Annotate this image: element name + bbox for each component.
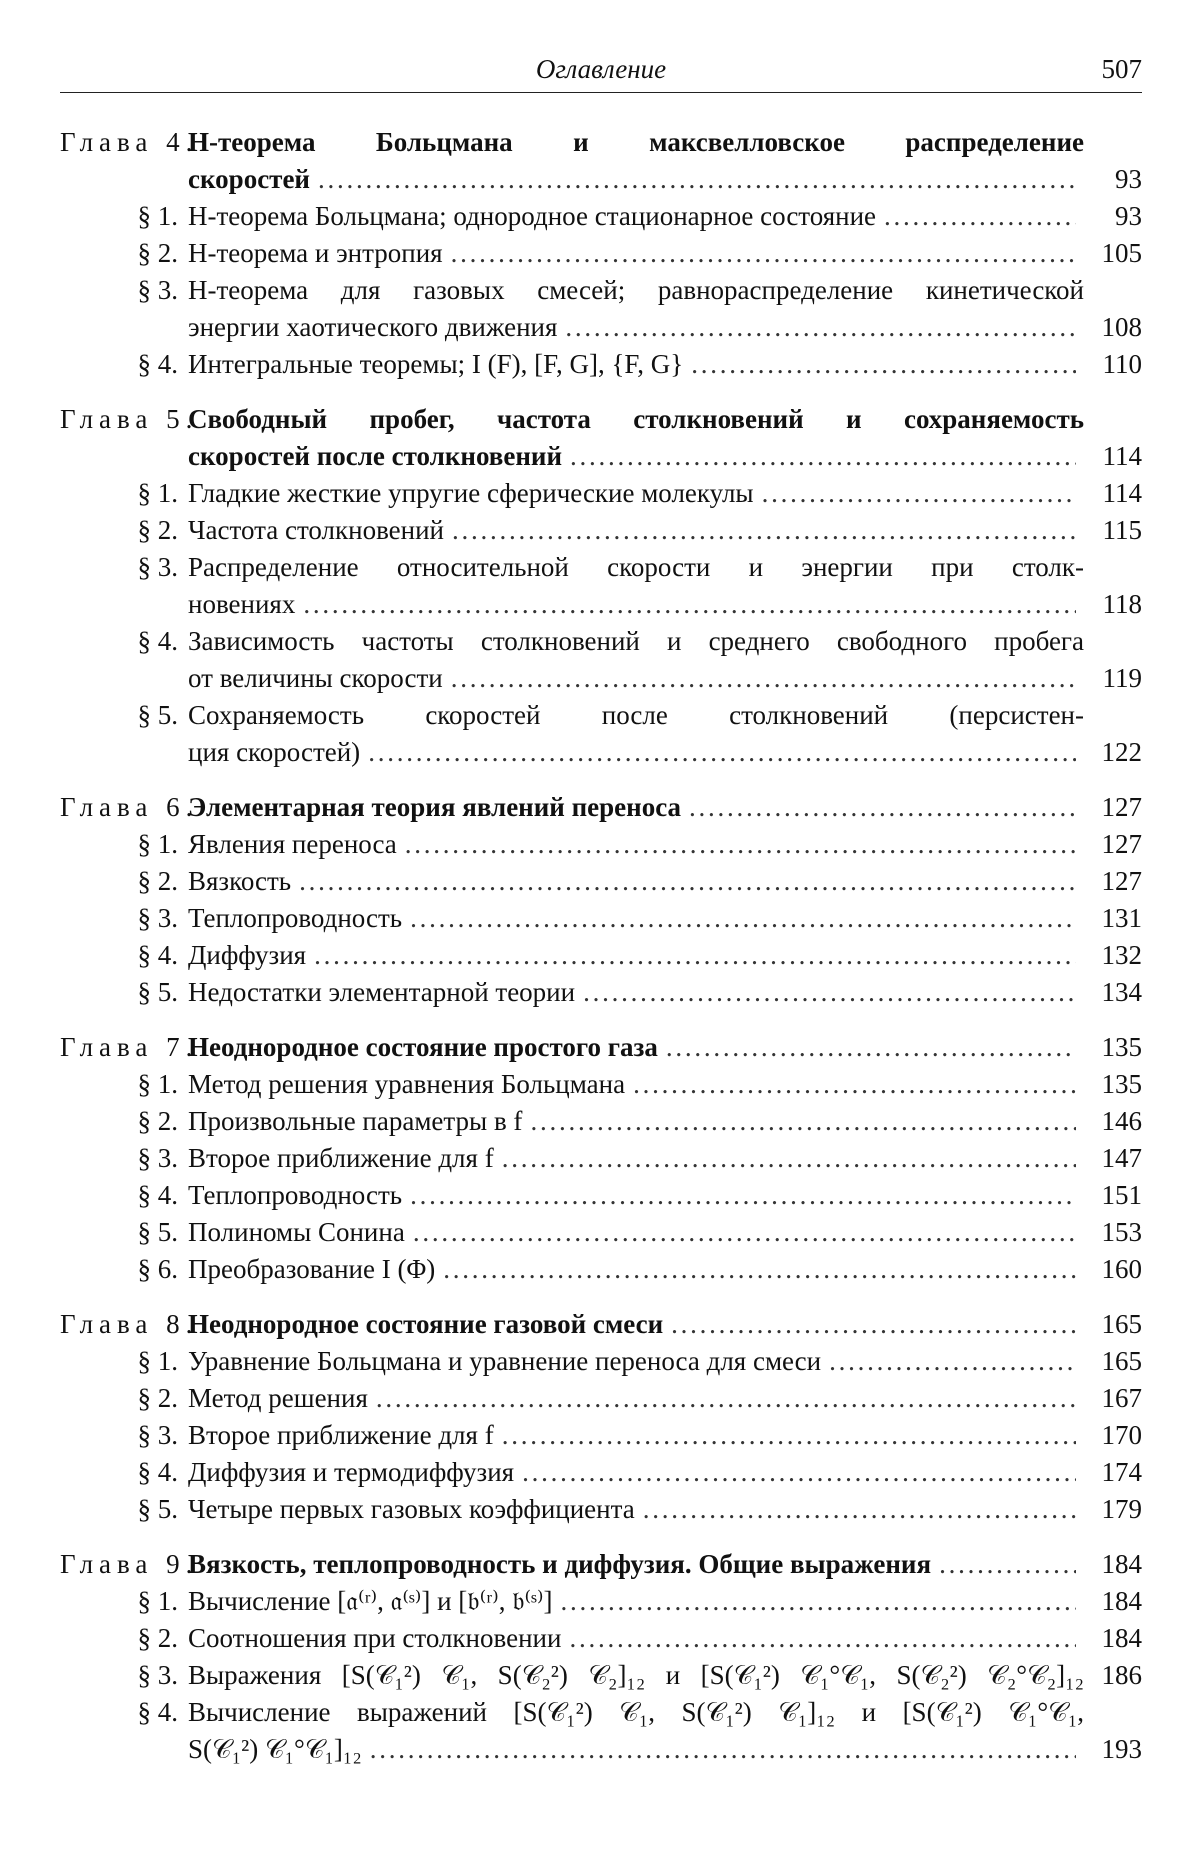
- section-entry: [60, 937, 1142, 974]
- section-page: 132: [1101, 940, 1142, 970]
- chapter-title: Элементарная теория явлений переноса: [188, 792, 682, 822]
- dot-leader: [671, 1306, 1076, 1343]
- section-title: H-теорема Больцмана; однородное стационарное состояние: [188, 201, 877, 231]
- dot-leader: [530, 1103, 1076, 1140]
- section-label: § 1.: [137, 1586, 178, 1616]
- section-title: Диффузия: [188, 940, 307, 970]
- chapter-page: 165: [1101, 1309, 1142, 1339]
- section-page: 174: [1101, 1457, 1142, 1487]
- section-page: 184: [1101, 1623, 1142, 1653]
- chapter-title-cont: скоростей после столкновений: [188, 441, 563, 471]
- section-title: H-теорема для газовых смесей; равнораспределение кинетической: [188, 275, 1084, 305]
- section-page: 131: [1101, 903, 1142, 933]
- section-title-cont: от величины скорости: [188, 663, 443, 693]
- section-label: § 1.: [137, 1069, 178, 1099]
- section-entry: [60, 1214, 1142, 1251]
- section-entry: [60, 1620, 1142, 1657]
- section-title: Полиномы Сонина: [188, 1217, 405, 1247]
- section-title: Преобразование I (Φ): [188, 1254, 436, 1284]
- section-entry: [60, 198, 1142, 235]
- chapter-9: [60, 1546, 1142, 1768]
- section-label: § 3.: [137, 1660, 178, 1690]
- section-entry: [60, 235, 1142, 272]
- section-label: § 5.: [137, 700, 178, 730]
- chapter-heading: [60, 1546, 1142, 1583]
- section-entry: [60, 475, 1142, 512]
- section-page: 153: [1101, 1217, 1142, 1247]
- section-title: Соотношения при столкновении: [188, 1623, 562, 1653]
- section-entry: [60, 272, 1142, 346]
- section-title: Выражения [S(𝒞₁²) 𝒞₁, S(𝒞₂²) 𝒞₂]₁₂ и [S(𝒞₁²) 𝒞₁°𝒞₁, S(𝒞₂²) 𝒞₂°𝒞₂]₁₂: [188, 1660, 1084, 1690]
- section-page: 186: [1101, 1660, 1142, 1690]
- section-entry: [60, 974, 1142, 1011]
- chapter-heading: [60, 401, 1142, 475]
- section-entry: [60, 1251, 1142, 1288]
- section-label: § 3.: [137, 275, 178, 305]
- section-title: Уравнение Больцмана и уравнение переноса для смеси: [188, 1346, 822, 1376]
- dot-leader: [368, 734, 1076, 771]
- section-page: 151: [1101, 1180, 1142, 1210]
- section-entry: [60, 1417, 1142, 1454]
- header-rule: [60, 92, 1142, 93]
- section-label: § 2.: [137, 238, 178, 268]
- dot-leader: [689, 789, 1076, 826]
- section-entry: [60, 826, 1142, 863]
- section-label: § 4.: [137, 1180, 178, 1210]
- section-entry: [60, 1454, 1142, 1491]
- chapter-title: Неоднородное состояние простого газа: [188, 1032, 658, 1062]
- section-page: 146: [1101, 1106, 1142, 1136]
- chapter-label: Глава 8.: [60, 1309, 199, 1339]
- section-title: Теплопроводность: [188, 1180, 403, 1210]
- dot-leader: [314, 937, 1076, 974]
- section-title: Интегральные теоремы; I (F), [F, G], {F, G}: [188, 349, 684, 379]
- dot-leader: [452, 512, 1076, 549]
- table-of-contents: [60, 124, 1142, 1786]
- section-entry: [60, 1343, 1142, 1380]
- section-title: Четыре первых газовых коэффициента: [188, 1494, 635, 1524]
- section-title-cont: энергии хаотического движения: [188, 312, 558, 342]
- dot-leader: [569, 1620, 1076, 1657]
- section-label: § 6.: [137, 1254, 178, 1284]
- dot-leader: [643, 1491, 1076, 1528]
- section-title: Метод решения: [188, 1383, 368, 1413]
- section-title: Сохраняемость скоростей после столкновений (персистен-: [188, 700, 1084, 730]
- section-label: § 2.: [137, 1383, 178, 1413]
- chapter-title-cont: скоростей: [188, 164, 310, 194]
- chapter-heading: [60, 124, 1142, 198]
- section-title-cont: новениях: [188, 589, 296, 619]
- section-page: 135: [1101, 1069, 1142, 1099]
- section-label: § 4.: [137, 626, 178, 656]
- section-title: Вычисление [𝔞⁽ʳ⁾, 𝔞⁽ˢ⁾] и [𝔟⁽ʳ⁾, 𝔟⁽ˢ⁾]: [188, 1586, 553, 1616]
- chapter-page: 93: [1115, 164, 1142, 194]
- chapter-page: 184: [1101, 1549, 1142, 1579]
- dot-leader: [522, 1454, 1076, 1491]
- chapter-title: Свободный пробег, частота столкновений и сохраняемость: [188, 404, 1084, 434]
- dot-leader: [443, 1251, 1076, 1288]
- section-entry: [60, 1177, 1142, 1214]
- section-title: Распределение относительной скорости и энергии при столк-: [188, 552, 1084, 582]
- section-label: § 3.: [137, 903, 178, 933]
- dot-leader: [451, 660, 1076, 697]
- section-page: 119: [1102, 663, 1142, 693]
- section-page: 134: [1101, 977, 1142, 1007]
- chapter-title: Вязкость, теплопроводность и диффузия. Общие выражения: [188, 1549, 932, 1579]
- section-page: 122: [1101, 737, 1142, 767]
- section-title-cont: S(𝒞₁²) 𝒞₁°𝒞₁]₁₂: [188, 1734, 362, 1764]
- section-title-cont: ция скоростей): [188, 737, 361, 767]
- chapter-title: Неоднородное состояние газовой смеси: [188, 1309, 664, 1339]
- section-entry: [60, 623, 1142, 697]
- chapter-heading: [60, 1029, 1142, 1066]
- section-title: H-теорема и энтропия: [188, 238, 443, 268]
- chapter-6: [60, 789, 1142, 1011]
- section-title: Теплопроводность: [188, 903, 403, 933]
- section-entry: [60, 1380, 1142, 1417]
- chapter-page: 135: [1101, 1032, 1142, 1062]
- section-label: § 3.: [137, 1143, 178, 1173]
- section-entry: [60, 1140, 1142, 1177]
- dot-leader: [370, 1731, 1076, 1768]
- dot-leader: [376, 1380, 1076, 1417]
- section-title: Недостатки элементарной теории: [188, 977, 576, 1007]
- section-label: § 2.: [137, 866, 178, 896]
- chapter-heading: [60, 789, 1142, 826]
- dot-leader: [666, 1029, 1076, 1066]
- dot-leader: [633, 1066, 1076, 1103]
- dot-leader: [762, 475, 1076, 512]
- section-title: Вычисление выражений [S(𝒞₁²) 𝒞₁, S(𝒞₁²) 𝒞₁]₁₂ и [S(𝒞₁²) 𝒞₁°𝒞₁,: [188, 1697, 1084, 1727]
- chapter-label: Глава 7.: [60, 1032, 199, 1062]
- section-label: § 4.: [137, 940, 178, 970]
- section-title: Второе приближение для f: [188, 1420, 494, 1450]
- section-label: § 2.: [137, 1106, 178, 1136]
- dot-leader: [451, 235, 1076, 272]
- dot-leader: [570, 438, 1076, 475]
- section-entry: [60, 863, 1142, 900]
- section-page: 105: [1101, 238, 1142, 268]
- section-page: 93: [1115, 201, 1142, 231]
- section-entry: [60, 549, 1142, 623]
- section-entry: [60, 1657, 1142, 1694]
- section-entry: [60, 697, 1142, 771]
- running-title: Оглавление: [535, 54, 667, 84]
- dot-leader: [583, 974, 1076, 1011]
- dot-leader: [502, 1140, 1076, 1177]
- section-page: 114: [1102, 478, 1142, 508]
- section-page: 118: [1102, 589, 1142, 619]
- dot-leader: [939, 1546, 1076, 1583]
- chapter-label: Глава 6.: [60, 792, 199, 822]
- section-label: § 5.: [137, 1494, 178, 1524]
- section-title: Явления переноса: [188, 829, 397, 859]
- section-page: 160: [1101, 1254, 1142, 1284]
- section-page: 147: [1101, 1143, 1142, 1173]
- dot-leader: [502, 1417, 1076, 1454]
- chapter-page: 114: [1102, 441, 1142, 471]
- section-page: 115: [1102, 515, 1142, 545]
- section-entry: [60, 1694, 1142, 1768]
- dot-leader: [410, 1177, 1076, 1214]
- section-entry: [60, 512, 1142, 549]
- section-entry: [60, 1103, 1142, 1140]
- running-head: [60, 48, 1142, 102]
- section-title: Частота столкновений: [188, 515, 444, 545]
- section-page: 179: [1101, 1494, 1142, 1524]
- section-page: 127: [1101, 829, 1142, 859]
- section-title: Зависимость частоты столкновений и среднего свободного пробега: [188, 626, 1084, 656]
- page-number: 507: [1101, 54, 1142, 84]
- chapter-5: [60, 401, 1142, 771]
- section-label: § 2.: [137, 1623, 178, 1653]
- section-page: 108: [1101, 312, 1142, 342]
- section-label: § 3.: [137, 1420, 178, 1450]
- chapter-page: 127: [1101, 792, 1142, 822]
- chapter-title: H-теорема Больцмана и максвелловское распределение: [188, 127, 1084, 157]
- chapter-7: [60, 1029, 1142, 1288]
- section-title: Второе приближение для f: [188, 1143, 494, 1173]
- dot-leader: [318, 161, 1076, 198]
- chapter-4: [60, 124, 1142, 383]
- section-page: 167: [1101, 1383, 1142, 1413]
- section-label: § 4.: [137, 1457, 178, 1487]
- section-page: 193: [1101, 1734, 1142, 1764]
- dot-leader: [405, 826, 1076, 863]
- section-page: 110: [1102, 349, 1142, 379]
- chapter-heading: [60, 1306, 1142, 1343]
- section-title: Гладкие жесткие упругие сферические молекулы: [188, 478, 754, 508]
- section-page: 170: [1101, 1420, 1142, 1450]
- section-label: § 1.: [137, 1346, 178, 1376]
- chapter-label: Глава 4.: [60, 127, 199, 157]
- section-page: 165: [1101, 1346, 1142, 1376]
- section-title: Вязкость: [188, 866, 292, 896]
- section-entry: [60, 1583, 1142, 1620]
- section-label: § 4.: [137, 1697, 178, 1727]
- section-entry: [60, 1066, 1142, 1103]
- dot-leader: [565, 309, 1076, 346]
- chapter-label: Глава 5.: [60, 404, 199, 434]
- section-title: Метод решения уравнения Больцмана: [188, 1069, 626, 1099]
- section-label: § 5.: [137, 977, 178, 1007]
- dot-leader: [829, 1343, 1076, 1380]
- dot-leader: [299, 863, 1076, 900]
- section-page: 127: [1101, 866, 1142, 896]
- section-label: § 4.: [137, 349, 178, 379]
- section-label: § 2.: [137, 515, 178, 545]
- section-title: Произвольные параметры в f: [188, 1106, 523, 1136]
- dot-leader: [303, 586, 1076, 623]
- section-entry: [60, 346, 1142, 383]
- dot-leader: [560, 1583, 1076, 1620]
- chapter-label: Глава 9.: [60, 1549, 199, 1579]
- section-label: § 3.: [137, 552, 178, 582]
- chapter-8: [60, 1306, 1142, 1528]
- section-label: § 1.: [137, 201, 178, 231]
- dot-leader: [884, 198, 1076, 235]
- section-label: § 1.: [137, 829, 178, 859]
- section-title: Диффузия и термодиффузия: [188, 1457, 515, 1487]
- section-page: 184: [1101, 1586, 1142, 1616]
- dot-leader: [691, 346, 1076, 383]
- dot-leader: [410, 900, 1076, 937]
- section-entry: [60, 1491, 1142, 1528]
- section-label: § 5.: [137, 1217, 178, 1247]
- dot-leader: [413, 1214, 1076, 1251]
- section-entry: [60, 900, 1142, 937]
- section-label: § 1.: [137, 478, 178, 508]
